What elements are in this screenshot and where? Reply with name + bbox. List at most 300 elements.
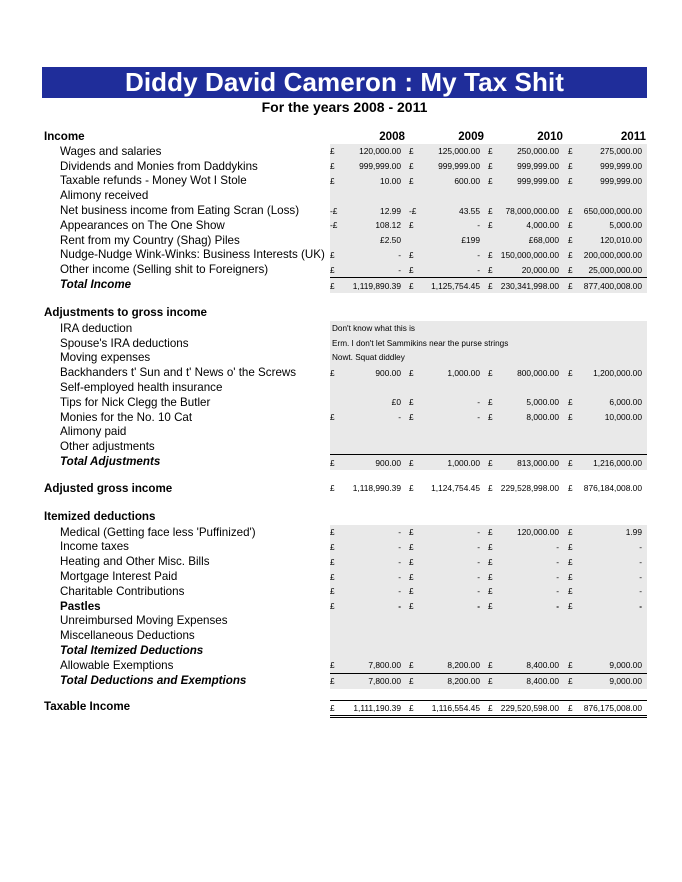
currency-symbol: £ [488,660,493,671]
cell-value: - [639,541,642,552]
currency-symbol: £ [568,367,573,378]
row-label: Self-employed health insurance [60,381,223,395]
currency-symbol: £ [330,264,335,275]
currency-symbol: £ [488,541,493,552]
row-value-area [330,351,647,366]
currency-symbol: £ [568,280,573,291]
currency-symbol: £ [409,483,414,494]
currency-symbol: £ [568,601,573,612]
cell-value: 1,216,000.00 [593,457,642,468]
currency-symbol: £ [488,367,493,378]
currency-symbol: £ [568,264,573,275]
row-value-area [330,233,647,248]
currency-symbol: £ [568,586,573,597]
table-row [42,233,647,248]
row-value-area [330,554,647,569]
row-value-area [330,203,647,218]
currency-symbol: £ [330,571,335,582]
row-note: Erm. I don't let Sammikins near the purse strings [332,338,509,348]
row-label: Monies for the No. 10 Cat [60,410,193,424]
row-value-area [330,425,647,440]
row-value-area [330,262,647,277]
cell-value: 8,000.00 [526,412,559,423]
table-row [42,599,647,614]
cell-value: - [477,601,480,612]
currency-symbol: £ [488,161,493,172]
cell-value: - [398,264,401,275]
currency-symbol: £ [409,175,414,186]
cell-value: - [398,571,401,582]
cell-value: - [398,412,401,423]
year-header-2008: 2008 [379,129,405,143]
table-row [42,304,647,321]
row-label: Spouse's IRA deductions [60,336,189,350]
row-label: Income [44,129,85,143]
cell-value: - [477,220,480,231]
cell-value: 813,000.00 [517,457,559,468]
row-label: Total Adjustments [60,455,161,469]
cell-value: - [398,556,401,567]
currency-symbol: £ [330,676,335,687]
currency-symbol: £ [568,249,573,260]
row-label: Moving expenses [60,351,151,365]
table-row [42,439,647,454]
cell-value: - [477,264,480,275]
cell-value: 650,000,000.00 [583,205,642,216]
currency-symbol: £ [568,146,573,157]
table-row [42,292,647,304]
cell-value: 9,000.00 [609,676,642,687]
row-label: Wages and salaries [60,144,162,158]
cell-value: £68,000 [528,235,559,246]
currency-symbol: £ [568,220,573,231]
table-row [42,351,647,366]
row-label: IRA deduction [60,321,133,335]
currency-symbol: £ [568,660,573,671]
row-label: Nudge-Nudge Wink-Winks: Business Interests (UK) [60,248,325,262]
cell-value: 5,000.00 [609,220,642,231]
cell-value: - [477,541,480,552]
table-row [42,159,647,174]
table-row [42,496,647,508]
row-label: Dividends and Monies from Daddykins [60,159,258,173]
currency-symbol: -£ [330,205,338,216]
row-value-area [330,395,647,410]
cell-value: 4,000.00 [526,220,559,231]
currency-symbol: £ [409,146,414,157]
cell-value: 8,200.00 [447,676,480,687]
cell-value: 877,400,008.00 [583,280,642,291]
cell-value: 1,116,554.45 [431,702,480,713]
cell-value: 120,010.00 [600,235,642,246]
currency-symbol: £ [330,249,335,260]
currency-symbol: £ [330,457,335,468]
currency-symbol: £ [568,175,573,186]
table-row [42,614,647,629]
row-label: Adjustments to gross income [44,305,207,319]
currency-symbol: £ [488,527,493,538]
cell-value: - [477,397,480,408]
table-row [42,365,647,380]
currency-symbol: £ [330,412,335,423]
row-label: Total Deductions and Exemptions [60,673,247,687]
currency-symbol: £ [488,205,493,216]
currency-symbol: £ [488,249,493,260]
currency-symbol: £ [330,527,335,538]
cell-value: - [477,586,480,597]
cell-value: 120,000.00 [517,527,559,538]
cell-value: 150,000,000.00 [500,249,559,260]
currency-symbol: £ [409,702,414,713]
currency-symbol: £ [568,412,573,423]
currency-symbol: £ [409,527,414,538]
row-value-area [330,481,647,496]
year-header-2011: 2011 [620,129,646,143]
cell-value: - [556,541,559,552]
table-row [42,673,647,688]
currency-symbol: £ [409,676,414,687]
row-label: Backhanders t' Sun and t' News o' the Screws [60,366,297,380]
currency-symbol: £ [330,556,335,567]
cell-value: 999,999.00 [517,161,559,172]
row-value-area [330,599,647,614]
cell-value: 1,000.00 [447,457,480,468]
currency-symbol: £ [568,676,573,687]
table-row [42,658,647,673]
row-value-area [330,658,647,674]
currency-symbol: £ [488,483,493,494]
cell-value: - [477,571,480,582]
cell-value: 10,000.00 [604,412,642,423]
currency-symbol: £ [409,601,414,612]
table-row [42,277,647,292]
row-value-area [330,336,647,351]
cell-value: - [639,571,642,582]
cell-value: 999,999.00 [600,175,642,186]
table-row [42,203,647,218]
table-row [42,628,647,643]
cell-value: - [398,541,401,552]
cell-value: 600.00 [454,175,480,186]
row-value-area [330,380,647,395]
table-row [42,481,647,496]
cell-value: - [477,556,480,567]
currency-symbol: £ [330,660,335,671]
cell-value: 12.99 [380,205,401,216]
row-value-area [330,218,647,233]
row-value-area [330,439,647,454]
row-value-area [330,584,647,599]
row-label: Adjusted gross income [44,481,173,495]
cell-value: 876,184,008.00 [583,483,642,494]
currency-symbol: £ [568,571,573,582]
currency-symbol: £ [488,586,493,597]
currency-symbol: £ [488,571,493,582]
currency-symbol: £ [330,175,335,186]
currency-symbol: £ [409,412,414,423]
year-header-2010: 2010 [537,129,563,143]
cell-value: 9,000.00 [609,660,642,671]
row-value-area [330,673,647,689]
row-value-area [330,128,647,145]
table-row [42,425,647,440]
row-label: Allowable Exemptions [60,658,174,672]
row-value-area [330,688,647,700]
cell-value: 1,125,754.45 [431,280,480,291]
currency-symbol: £ [488,146,493,157]
row-note: Nowt. Squat diddley [332,353,405,363]
currency-symbol: £ [409,556,414,567]
row-value-area [330,454,647,470]
cell-value: £199 [461,235,480,246]
table-row [42,218,647,233]
cell-value: 200,000,000.00 [583,249,642,260]
cell-value: 8,400.00 [526,660,559,671]
currency-symbol: £ [488,280,493,291]
row-value-area [330,540,647,555]
cell-value: 230,341,998.00 [500,280,559,291]
table-row [42,144,647,159]
cell-value: 999,999.00 [600,161,642,172]
currency-symbol: £ [568,161,573,172]
cell-value: 20,000.00 [521,264,559,275]
currency-symbol: £ [409,280,414,291]
row-label: Mortgage Interest Paid [60,570,178,584]
currency-symbol: £ [330,702,335,713]
cell-value: 250,000.00 [517,146,559,157]
currency-symbol: £ [488,601,493,612]
table-row [42,174,647,189]
cell-value: 1,000.00 [447,367,480,378]
cell-value: - [639,601,642,612]
currency-symbol: £ [330,367,335,378]
table-row [42,321,647,336]
currency-symbol: £ [409,161,414,172]
currency-symbol: £ [330,541,335,552]
cell-value: - [556,601,559,612]
table-row [42,554,647,569]
currency-symbol: £ [568,702,573,713]
table-row [42,508,647,525]
cell-value: 229,520,598.00 [500,702,559,713]
currency-symbol: £ [568,556,573,567]
table-row [42,469,647,481]
table-row [42,584,647,599]
currency-symbol: £ [568,457,573,468]
row-value-area [330,174,647,189]
currency-symbol: £ [488,264,493,275]
row-label: Total Itemized Deductions [60,644,204,657]
cell-value: - [556,571,559,582]
table-row [42,643,647,658]
currency-symbol: £ [409,397,414,408]
cell-value: 1.99 [625,527,642,538]
cell-value: 1,119,890.39 [352,280,401,291]
currency-symbol: £ [568,527,573,538]
currency-symbol: £ [409,264,414,275]
row-label: Heating and Other Misc. Bills [60,555,210,569]
table-row [42,248,647,263]
currency-symbol: £ [409,367,414,378]
cell-value: 43.55 [459,205,480,216]
row-label: Taxable Income [44,700,131,714]
row-value-area [330,144,647,159]
cell-value: 8,400.00 [526,676,559,687]
currency-symbol: £ [330,280,335,291]
report-title-banner [42,67,647,98]
cell-value: 108.12 [375,220,401,231]
cell-value: £0 [391,397,401,408]
cell-value: - [398,249,401,260]
cell-value: £2.50 [380,235,401,246]
row-value-area [330,628,647,643]
currency-symbol: £ [568,483,573,494]
cell-value: - [639,556,642,567]
cell-value: 10.00 [380,175,401,186]
row-value-area [330,614,647,629]
currency-symbol: £ [330,146,335,157]
row-label: Taxable refunds - Money Wot I Stole [60,174,247,188]
currency-symbol: £ [488,556,493,567]
cell-value: 78,000,000.00 [505,205,559,216]
currency-symbol: £ [409,220,414,231]
currency-symbol: £ [488,397,493,408]
table-row [42,454,647,469]
row-label: Itemized deductions [44,509,156,523]
row-value-area [330,304,647,321]
cell-value: - [556,556,559,567]
cell-value: - [398,601,401,612]
cell-value: 8,200.00 [447,660,480,671]
row-value-area [330,277,647,293]
cell-value: 900.00 [375,367,401,378]
cell-value: - [477,249,480,260]
row-label: Alimony received [60,189,149,203]
row-value-area [330,508,647,525]
currency-symbol: £ [488,220,493,231]
table-row [42,380,647,395]
currency-symbol: £ [488,676,493,687]
row-value-area [330,700,647,719]
row-label: Tips for Nick Clegg the Butler [60,395,211,409]
table-row [42,540,647,555]
currency-symbol: £ [488,175,493,186]
cell-value: - [556,586,559,597]
cell-value: 999,999.00 [359,161,401,172]
row-label: Net business income from Eating Scran (Loss) [60,204,300,218]
row-value-area [330,365,647,380]
row-value-area [330,159,647,174]
row-value-area [330,469,647,481]
currency-symbol: -£ [409,205,417,216]
cell-value: 999,999.00 [438,161,480,172]
cell-value: 7,800.00 [368,660,401,671]
currency-symbol: £ [409,571,414,582]
row-label: Income taxes [60,540,129,554]
currency-symbol: £ [409,541,414,552]
cell-value: - [398,527,401,538]
report-subtitle: For the years 2008 - 2011 [261,99,428,115]
row-label: Alimony paid [60,425,127,439]
row-label: Charitable Contributions [60,584,185,598]
currency-symbol: £ [488,412,493,423]
row-value-area [330,643,647,658]
cell-value: - [477,412,480,423]
table-row [42,688,647,700]
cell-value: 1,124,754.45 [431,483,480,494]
currency-symbol: £ [409,457,414,468]
table-row [42,188,647,203]
table-row [42,262,647,277]
cell-value: 125,000.00 [438,146,480,157]
row-value-area [330,410,647,425]
row-label: Other income (Selling shit to Foreigners) [60,263,269,277]
currency-symbol: -£ [330,220,338,231]
row-value-area [330,188,647,203]
currency-symbol: £ [330,586,335,597]
row-value-area [330,496,647,508]
year-header-2009: 2009 [458,129,484,143]
row-label: Appearances on The One Show [60,218,225,232]
row-label: Miscellaneous Deductions [60,629,195,643]
table-row [42,569,647,584]
cell-value: 876,175,008.00 [583,702,642,713]
tax-sheet [42,128,647,714]
currency-symbol: £ [568,205,573,216]
row-label: Unreimbursed Moving Expenses [60,614,228,628]
table-row [42,700,647,715]
cell-value: 999,999.00 [517,175,559,186]
table-row [42,395,647,410]
cell-value: 6,000.00 [609,397,642,408]
currency-symbol: £ [568,541,573,552]
currency-symbol: £ [409,249,414,260]
row-label: Total Income [60,278,132,292]
currency-symbol: £ [488,702,493,713]
row-label: Other adjustments [60,440,155,454]
row-value-area [330,292,647,304]
row-label: Pastles [60,599,101,613]
currency-symbol: £ [330,601,335,612]
row-label: Rent from my Country (Shag) Piles [60,233,240,247]
currency-symbol: £ [568,397,573,408]
cell-value: 229,528,998.00 [500,483,559,494]
cell-value: 800,000.00 [517,367,559,378]
table-row [42,336,647,351]
cell-value: 120,000.00 [359,146,401,157]
cell-value: 1,111,190.39 [353,702,401,713]
cell-value: - [477,527,480,538]
table-row [42,525,647,540]
currency-symbol: £ [568,235,573,246]
row-value-area [330,248,647,263]
row-note: Don't know what this is [332,323,416,333]
currency-symbol: £ [330,161,335,172]
currency-symbol: £ [488,457,493,468]
cell-value: 25,000,000.00 [588,264,642,275]
table-row [42,128,647,144]
cell-value: 275,000.00 [600,146,642,157]
currency-symbol: £ [330,483,335,494]
table-row [42,410,647,425]
currency-symbol: £ [409,660,414,671]
cell-value: 1,200,000.00 [593,367,642,378]
report-title: Diddy David Cameron : My Tax Shit [124,67,565,97]
cell-value: 1,118,990.39 [352,483,401,494]
cell-value: 5,000.00 [526,397,559,408]
cell-value: - [639,586,642,597]
cell-value: 7,800.00 [368,676,401,687]
